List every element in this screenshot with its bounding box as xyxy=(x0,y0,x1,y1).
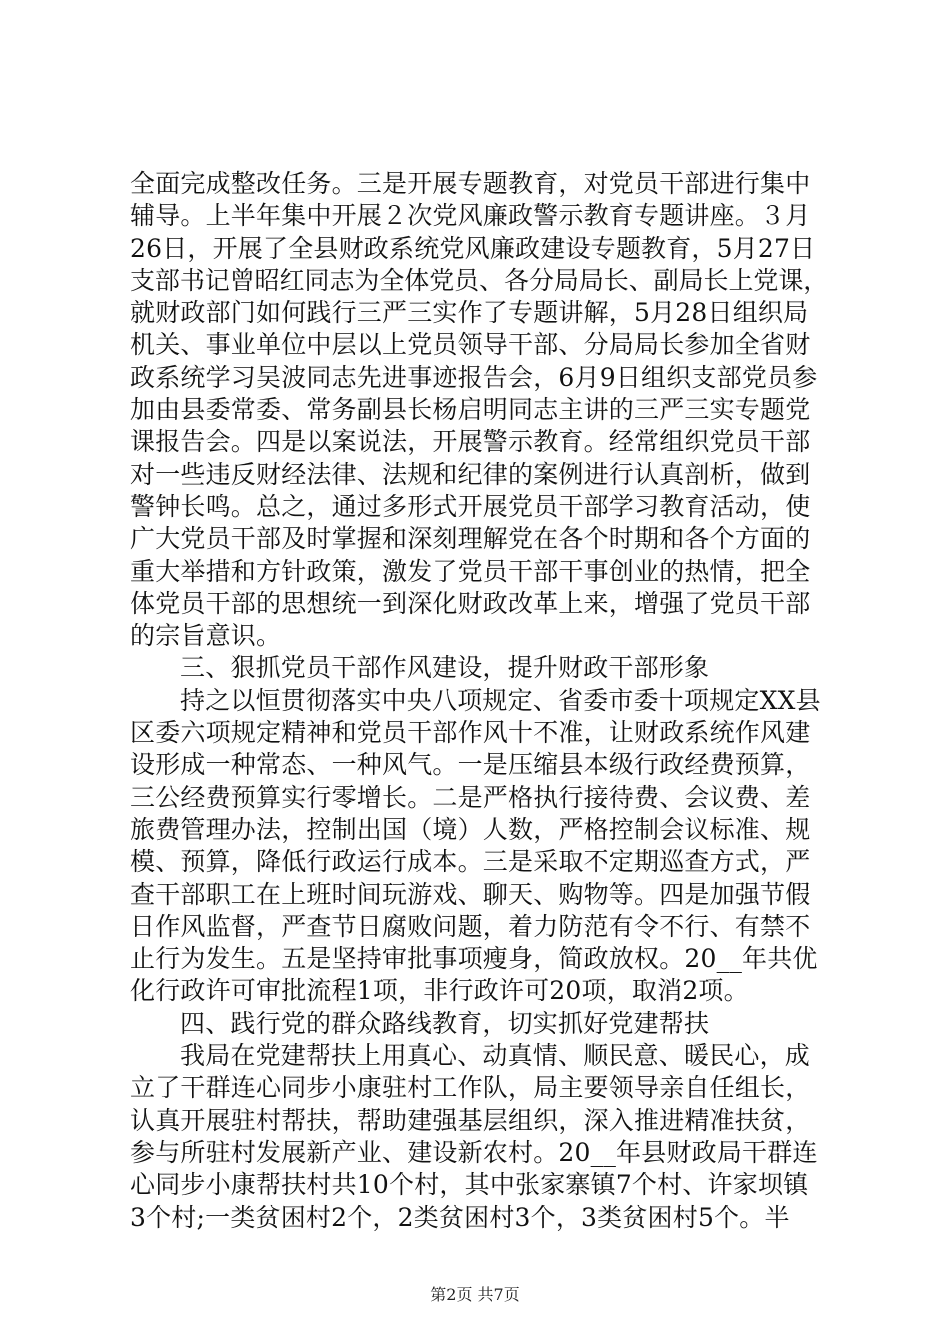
text-line: 三、狠抓党员干部作风建设，提升财政干部形象 xyxy=(180,653,710,683)
text-line: 模、预算，降低行政运行成本。三是采取不定期巡查方式，严 xyxy=(130,847,811,877)
text-line: 就财政部门如何践行三严三实作了专题讲解，5月28日组织局 xyxy=(130,298,809,328)
text-line: 支部书记曾昭红同志为全体党员、各分局局长、副局长上党课， xyxy=(130,265,829,295)
text-line: 旅费管理办法，控制出国（境）人数，严格控制会议标准、规 xyxy=(130,814,811,844)
text-line: 设形成一种常态、一种风气。一是压缩县本级行政经费预算， xyxy=(130,750,811,780)
text-line: 广大党员干部及时掌握和深刻理解党在各个时期和各个方面的 xyxy=(130,524,811,554)
text-line: 26日，开展了全县财政系统党风廉政建设专题教育，5月27日 xyxy=(130,233,816,263)
text-line: 区委六项规定精神和党员干部作风十不准，让财政系统作风建 xyxy=(130,718,811,748)
text-line: 3个村;一类贫困村2个，2类贫困村3个，3类贫困村5个。半 xyxy=(130,1202,790,1232)
text-line: 立了干群连心同步小康驻村工作队，局主要领导亲自任组长， xyxy=(130,1073,811,1103)
text-line: 重大举措和方针政策，激发了党员干部干事创业的热情，把全 xyxy=(130,556,811,586)
text-line: 警钟长鸣。总之，通过多形式开展党员干部学习教育活动，使 xyxy=(130,491,811,521)
text-line: 机关、事业单位中层以上党员领导干部、分局局长参加全省财 xyxy=(130,330,811,360)
text-line: 化行政许可审批流程1项，非行政许可20项，取消2项。 xyxy=(130,976,749,1006)
text-line: 止行为发生。五是坚持审批事项瘦身，简政放权。20__年共优 xyxy=(130,944,818,974)
text-line: 三公经费预算实行零增长。二是严格执行接待费、会议费、差 xyxy=(130,782,811,812)
text-line: 参与所驻村发展新产业、建设新农村。20__年县财政局干群连 xyxy=(130,1137,818,1167)
text-line: 查干部职工在上班时间玩游戏、聊天、购物等。四是加强节假 xyxy=(130,879,811,909)
page-footer: 第2页 共7页 xyxy=(430,1285,520,1304)
document-body xyxy=(130,168,830,1234)
text-line: 心同步小康帮扶村共10个村，其中张家寨镇7个村、许家坝镇 xyxy=(130,1170,809,1200)
text-line: 政系统学习吴波同志先进事迹报告会，6月9日组织支部党员参 xyxy=(130,362,818,392)
text-line: 对一些违反财经法律、法规和纪律的案例进行认真剖析，做到 xyxy=(130,459,811,489)
text-line: 的宗旨意识。 xyxy=(130,621,282,651)
text-line: 课报告会。四是以案说法，开展警示教育。经常组织党员干部 xyxy=(130,427,811,457)
text-line: 四、践行党的群众路线教育，切实抓好党建帮扶 xyxy=(180,1008,710,1038)
text-line: 认真开展驻村帮扶，帮助建强基层组织，深入推进精准扶贫， xyxy=(130,1105,811,1135)
text-line: 加由县委常委、常务副县长杨启明同志主讲的三严三实专题党 xyxy=(130,395,811,425)
text-line: 辅导。上半年集中开展２次党风廉政警示教育专题讲座。３月 xyxy=(130,201,811,231)
text-line: 我局在党建帮扶上用真心、动真情、顺民意、暖民心，成 xyxy=(180,1041,811,1071)
text-line: 全面完成整改任务。三是开展专题教育，对党员干部进行集中 xyxy=(130,169,811,198)
text-line: 日作风监督，严查节日腐败问题，着力防范有令不行、有禁不 xyxy=(130,911,811,941)
text-line: 持之以恒贯彻落实中央八项规定、省委市委十项规定XX县 xyxy=(180,685,821,715)
text-line: 体党员干部的思想统一到深化财政改革上来，增强了党员干部 xyxy=(130,588,811,618)
